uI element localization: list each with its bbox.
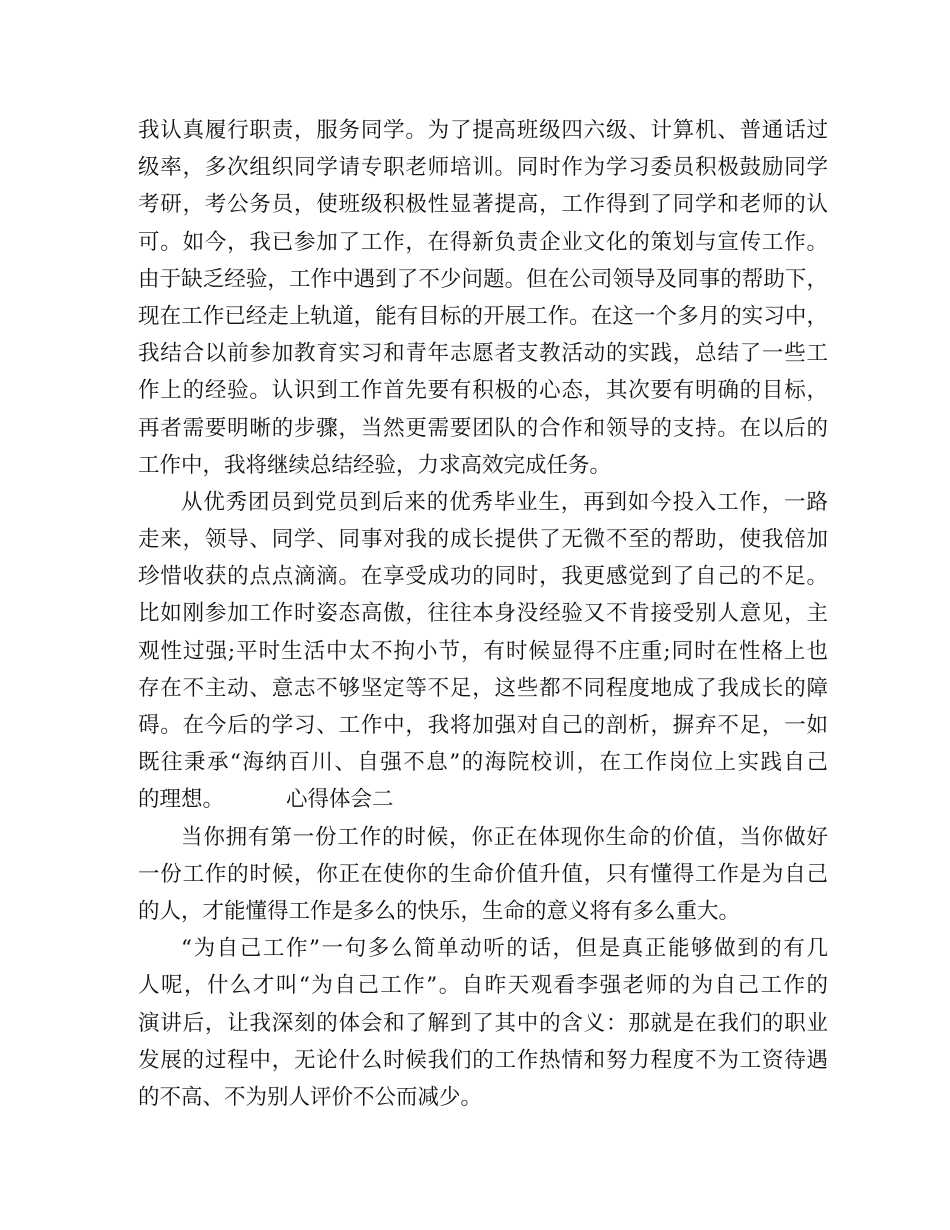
text-line: 由于缺乏经验，工作中遇到了不少问题。但在公司领导及同事的帮助下， <box>138 266 828 292</box>
text-line: 从优秀团员到党员到后来的优秀毕业生，再到如今投入工作，一路 <box>181 489 828 515</box>
text-line: 工作中，我将继续总结经验，力求高效完成任务。 <box>138 452 612 478</box>
text-line: 观性过强;平时生活中太不拘小节，有时候显得不庄重;同时在性格上也 <box>138 638 828 664</box>
text-line: 发展的过程中，无论什么时候我们的工作热情和努力程度不为工资待遇 <box>138 1047 828 1073</box>
text-line: 级率，多次组织同学请专职老师培训。同时作为学习委员积极鼓励同学 <box>138 155 828 181</box>
text-line: 存在不主动、意志不够坚定等不足，这些都不同程度地成了我成长的障 <box>138 675 828 701</box>
text-line: 我认真履行职责，服务同学。为了提高班级四六级、计算机、普通话过 <box>138 118 828 143</box>
text-line: “为自己工作”一句多么简单动听的话，但是真正能够做到的有几 <box>181 936 828 962</box>
document-page <box>138 112 828 1116</box>
text-line-with-heading <box>138 781 828 818</box>
text-line: 的不高、不为别人评价不公而减少。 <box>138 1084 483 1110</box>
text-fragment: 的理想。 <box>138 787 225 813</box>
text-line: 走来，领导、同学、同事对我的成长提供了无微不至的帮助，使我倍加 <box>138 527 828 553</box>
text-line: 当你拥有第一份工作的时候，你正在体现你生命的价值，当你做好 <box>181 824 828 850</box>
text-line: 现在工作已经走上轨道，能有目标的开展工作。在这一个多月的实习中， <box>138 303 828 329</box>
section-heading: 心得体会二 <box>286 787 394 813</box>
text-line: 的人，才能懂得工作是多么的快乐，生命的意义将有多么重大。 <box>138 898 741 924</box>
text-line: 人呢，什么才叫“为自己工作”。自昨天观看李强老师的为自己工作的 <box>138 973 828 999</box>
text-line: 作上的经验。认识到工作首先要有积极的心态，其次要有明确的目标， <box>138 378 828 404</box>
text-line: 比如刚参加工作时姿态高傲，往往本身没经验又不肯接受别人意见，主 <box>138 601 828 627</box>
text-line: 可。如今，我已参加了工作，在得新负责企业文化的策划与宣传工作。 <box>138 229 828 255</box>
text-line: 碍。在今后的学习、工作中，我将加强对自己的剖析，摒弃不足，一如 <box>138 713 828 738</box>
text-line: 珍惜收获的点点滴滴。在享受成功的同时，我更感觉到了自己的不足。 <box>138 564 828 590</box>
text-line: 一份工作的时候，你正在使你的生命价值升值，只有懂得工作是为自己 <box>138 861 828 887</box>
text-line: 再者需要明晰的步骤，当然更需要团队的合作和领导的支持。在以后的 <box>138 415 828 441</box>
text-line: 考研，考公务员，使班级积极性显著提高，工作得到了同学和老师的认 <box>138 192 828 218</box>
text-line: 既往秉承“海纳百川、自强不息”的海院校训，在工作岗位上实践自己 <box>138 750 828 776</box>
text-line: 演讲后，让我深刻的体会和了解到了其中的含义：那就是在我们的职业 <box>138 1010 828 1036</box>
text-line: 我结合以前参加教育实习和青年志愿者支教活动的实践，总结了一些工 <box>138 341 828 367</box>
